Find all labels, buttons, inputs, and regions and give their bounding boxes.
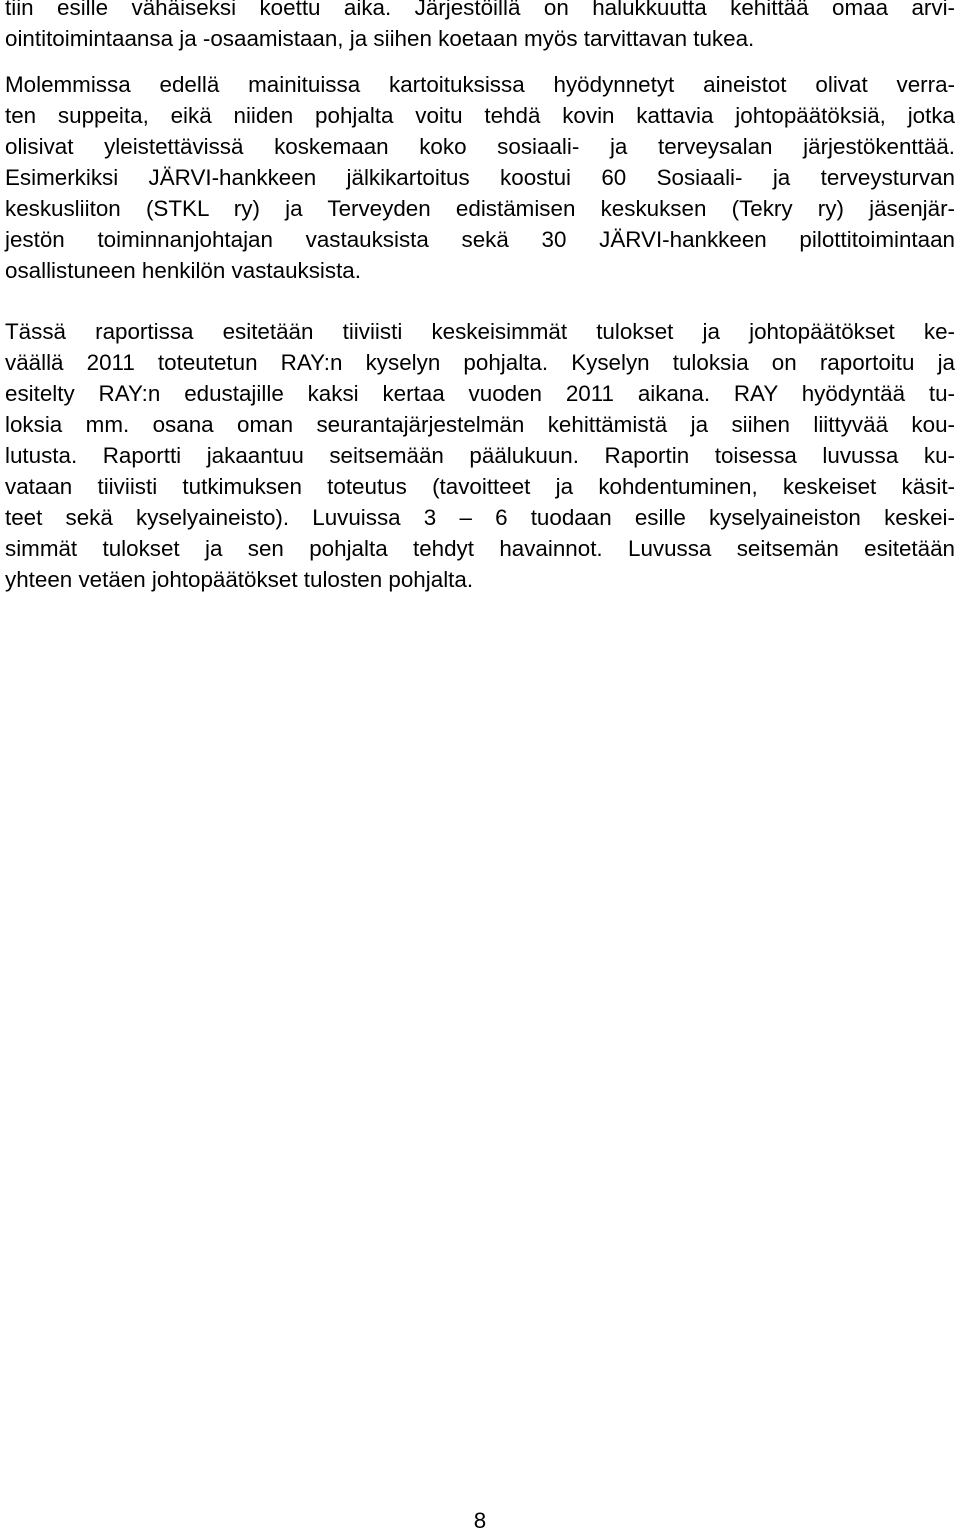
text-line: Esimerkiksi JÄRVI-hankkeen jälkikartoitus koostui 60 Sosiaali- ja terveysturvan [5,165,955,190]
text-line: yhteen vetäen johtopäätökset tulosten pohjalta. [5,567,474,592]
text-line: keskusliiton (STKL ry) ja Terveyden edistämisen keskuksen (Tekry ry) jäsenjär- [5,196,955,221]
text-line: jestön toiminnanjohtajan vastauksista sekä 30 JÄRVI-hankkeen pilottitoimintaan [5,227,955,252]
text-line: Molemmissa edellä mainituissa kartoituksissa hyödynnetyt aineistot olivat verra- [5,72,955,97]
text-line: ten suppeita, eikä niiden pohjalta voitu tehdä kovin kattavia johtopäätöksiä, jotka [5,103,955,128]
text-line: esitelty RAY:n edustajille kaksi kertaa vuoden 2011 aikana. RAY hyödyntää tu- [5,381,955,406]
page-number: 8 [473,1508,487,1533]
text-line: osallistuneen henkilön vastauksista. [5,258,361,283]
text-line: Tässä raportissa esitetään tiiviisti keskeisimmät tulokset ja johtopäätökset ke- [5,319,955,344]
text-line: lutusta. Raportti jakaantuu seitsemään päälukuun. Raportin toisessa luvussa ku- [5,443,955,468]
text-line: tiin esille vähäiseksi koettu aika. Järjestöillä on halukkuutta kehittää omaa arvi- [5,0,955,20]
text-line: loksia mm. osana oman seurantajärjestelmän kehittämistä ja siihen liittyvää kou- [5,412,955,437]
text-line: ointitoimintaansa ja -osaamistaan, ja siihen koetaan myös tarvittavan tukea. [5,26,755,51]
text-line: vataan tiiviisti tutkimuksen toteutus (tavoitteet ja kohdentuminen, keskeiset käsit- [5,474,955,499]
text-line: simmät tulokset ja sen pohjalta tehdyt havainnot. Luvussa seitsemän esitetään [5,536,955,561]
text-line: olisivat yleistettävissä koskemaan koko sosiaali- ja terveysalan järjestökenttää. [5,134,955,159]
text-line: teet sekä kyselyaineisto). Luvuissa 3 – 6 tuodaan esille kyselyaineiston keskei- [5,505,955,530]
text-line: väällä 2011 toteutetun RAY:n kyselyn pohjalta. Kyselyn tuloksia on raportoitu ja [5,350,955,375]
